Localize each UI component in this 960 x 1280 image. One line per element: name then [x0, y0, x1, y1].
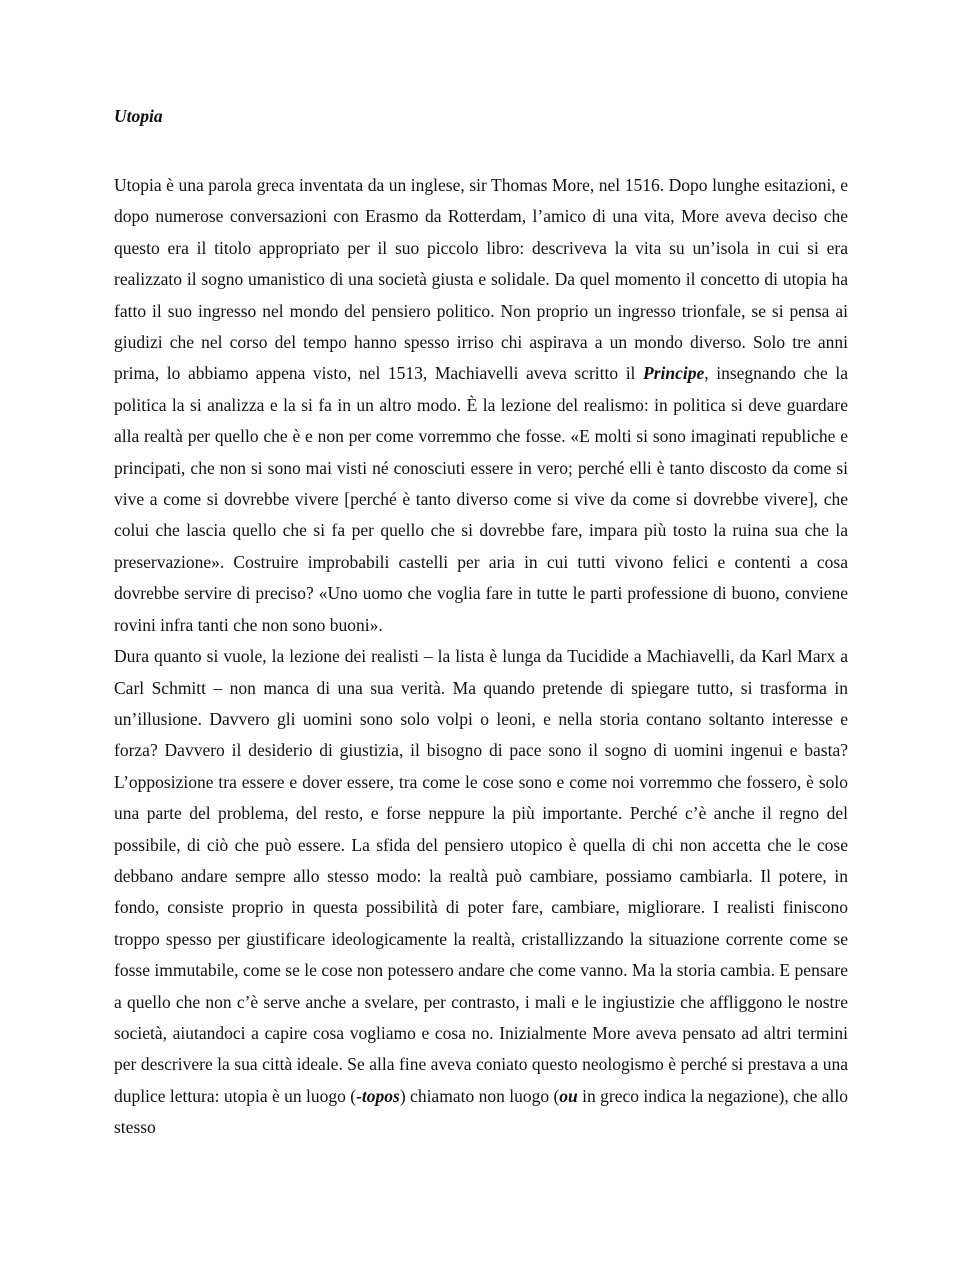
paragraph-2 [114, 641, 848, 1144]
emphasis-ou: ou [559, 1085, 578, 1106]
paragraph-1-text-a: Utopia è una parola greca inventata da un inglese, sir Thomas More, nel 1516. Dopo lunghe esitazioni, e dopo numerose conversazioni con Erasmo da Rotterdam, l’amico di una vita, More aveva deciso che questo era il titolo appropriato per il suo piccolo libro: descriveva la vita su un’isola in cui si era realizzato il sogno umanistico di una società giusta e solidale. Da quel momento il concetto di utopia ha fatto il suo ingresso nel mondo del pensiero politico. Non proprio un ingresso trionfale, se si pensa ai giudizi che nel corso del tempo hanno spesso irriso chi aspirava a un mondo diverso. Solo tre anni prima, lo abbiamo appena visto, nel 1513, Machiavelli aveva scritto il [114, 175, 848, 384]
paragraph-2-text-c: in greco indica la negazione), che allo stesso [114, 1085, 848, 1138]
paragraph-2-text-b: ) chiamato non luogo ( [399, 1085, 560, 1106]
document-body [114, 170, 848, 1144]
paragraph-1 [114, 170, 848, 641]
emphasis-topos: -topos [356, 1085, 400, 1106]
document-title: Utopia [114, 106, 163, 126]
paragraph-2-text-a: Dura quanto si vuole, la lezione dei realisti – la lista è lunga da Tucidide a Machiavelli, da Karl Marx a Carl Schmitt – non manca di una sua verità. Ma quando pretende di spiegare tutto, si trasforma in un’illusione. Davvero gli uomini sono solo volpi o leoni, e nella storia contano soltanto interesse e forza? Davvero il desiderio di giustizia, il bisogno di pace sono il sogno di uomini ingenui e basta? L’opposizione tra essere e dover essere, tra come le cose sono e come noi vorremmo che fossero, è solo una parte del problema, del resto, e forse neppure la più importante. Perché c’è anche il regno del possibile, di ciò che può essere. La sfida del pensiero utopico è quella di chi non accetta che le cose debbano andare sempre allo stesso modo: la realtà può cambiare, possiamo cambiarla. Il potere, in fondo, consiste proprio in questa possibilità di poter fare, cambiare, migliorare. I realisti finiscono troppo spesso per giustificare ideologicamente la realtà, cristallizzando la situazione corrente come se fosse immutabile, come se le cose non potessero andare che come vanno. Ma la storia cambia. E pensare a quello che non c’è serve anche a svelare, per contrasto, i mali e le ingiustizie che affliggono le nostre società, aiutandoci a capire cosa vogliamo e cosa no. Inizialmente More aveva pensato ad altri termini per descrivere la sua città ideale. Se alla fine aveva coniato questo neologismo è perché si prestava a una duplice lettura: utopia è un luogo ( [114, 646, 848, 1106]
paragraph-1-text-b: , insegnando che la politica la si analizza e la si fa in un altro modo. È la lezione del realismo: in politica si deve guardare alla realtà per quello che è e non per come vorremmo che fosse. «E molti si sono imaginati republiche e principati, che non si sono mai visti né conosciuti essere in vero; perché elli è tanto discosto da come si vive a come si dovrebbe vivere [perché è tanto diverso come si vive da come si dovrebbe vivere], che colui che lascia quello che si fa per quello che si dovrebbe fare, impara più tosto la ruina sua che la preservazione». Costruire improbabili castelli per aria in cui tutti vivono felici e contenti a cosa dovrebbe servire di preciso? «Uno uomo che voglia fare in tutte le parti professione di buono, conviene rovini infra tanti che non sono buoni». [114, 363, 848, 635]
emphasis-principe: Principe [643, 363, 705, 384]
